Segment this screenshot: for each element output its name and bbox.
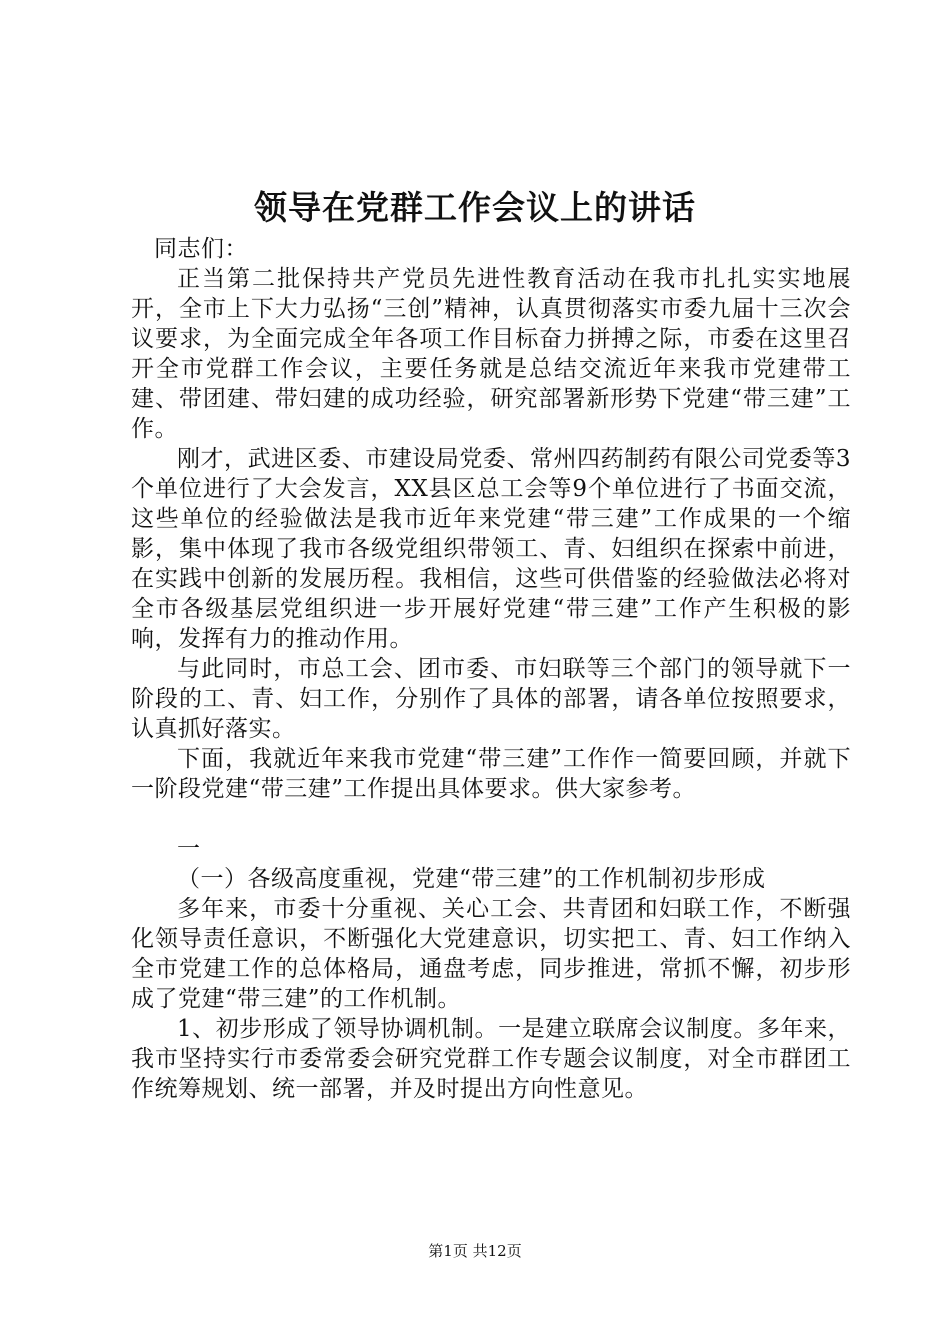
paragraph-deployment: 与此同时，市总工会、团市委、市妇联等三个部门的领导就下一阶段的工、青、妇工作，分别作了具体的部署，请各单位按照要求，认真抓好落实。 [131,656,851,742]
paragraph-mechanism: 多年来，市委十分重视、关心工会、共青团和妇联工作，不断强化领导责任意识，不断强化大党建意识，切实把工、青、妇工作纳入全市党建工作的总体格局，通盘考虑，同步推进，常抓不懈，初步形成了党建“带三建”的工作机制。 [131,896,851,1012]
list-item-1: 1、初步形成了领导协调机制。一是建立联席会议制度。多年来，我市坚持实行市委常委会研究党群工作专题会议制度，对全市群团工作统筹规划、统一部署，并及时提出方向性意见。 [131,1016,851,1102]
subsection-heading: （一）各级高度重视，党建“带三建”的工作机制初步形成 [177,866,766,892]
paragraph-intro: 正当第二批保持共产党员先进性教育活动在我市扎扎实实地展开，全市上下大力弘扬“三创”精神，认真贯彻落实市委九届十三次会议要求，为全面完成全年各项工作目标奋力拼搏之际，市委在这里召开全市党群工作会议，主要任务就是总结交流近年来我市党建带工建、带团建、带妇建的成功经验，研究部署新形势下党建“带三建”工作。 [131,266,851,442]
salutation: 同志们： [154,236,248,262]
paragraph-outline: 下面，我就近年来我市党建“带三建”工作作一简要回顾，并就下一阶段党建“带三建”工作提出具体要求。供大家参考。 [131,746,851,802]
paragraph-speeches: 刚才，武进区委、市建设局党委、常州四药制药有限公司党委等3个单位进行了大会发言，XX县区总工会等9个单位进行了书面交流，这些单位的经验做法是我市近年来党建“带三建”工作成果的一个缩影，集中体现了我市各级党组织带领工、青、妇组织在探索中前进，在实践中创新的发展历程。我相信，这些可供借鉴的经验做法必将对全市各级基层党组织进一步开展好党建“带三建”工作产生积极的影响，发挥有力的推动作用。 [131,446,851,652]
document-title: 领导在党群工作会议上的讲话 [254,188,696,227]
section-heading-one: 一 [177,836,201,862]
document-body [131,234,851,1104]
page-number: 第1页 共12页 [428,1242,522,1260]
